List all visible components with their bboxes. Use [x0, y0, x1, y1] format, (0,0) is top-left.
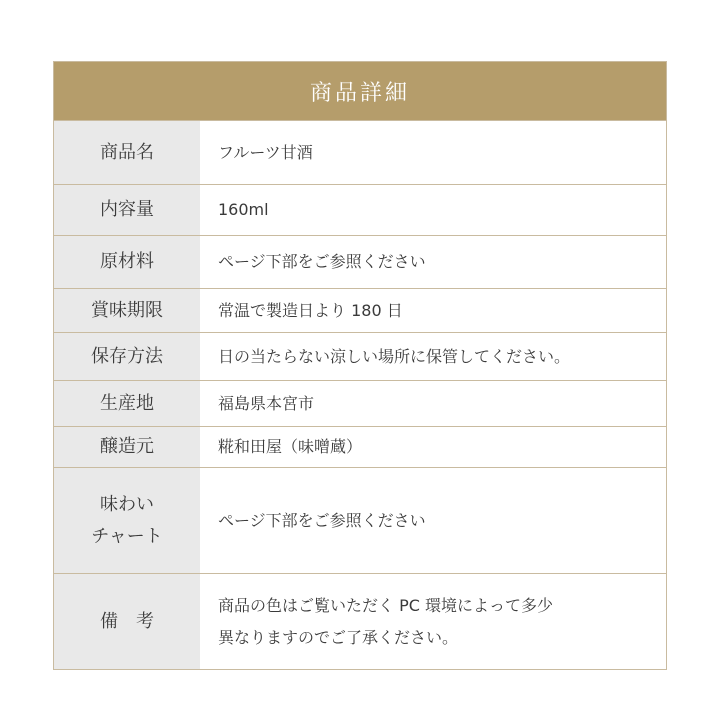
row-value	[200, 574, 666, 669]
table-row-storage	[54, 332, 666, 380]
table-row-brewery	[54, 426, 666, 467]
row-label: 保存方法	[54, 333, 200, 380]
table-row-notes	[54, 573, 666, 669]
row-label	[54, 468, 200, 573]
table-row-taste-chart	[54, 467, 666, 573]
row-label: 商品名	[54, 121, 200, 184]
row-value: フルーツ甘酒	[200, 121, 666, 184]
table-row-volume	[54, 184, 666, 235]
row-label-line: チャート	[91, 525, 163, 547]
product-details-table	[53, 61, 667, 670]
table-row-best-before	[54, 288, 666, 332]
row-label: 賞味期限	[54, 289, 200, 332]
row-value: ページ下部をご参照ください	[200, 236, 666, 288]
row-value: 日の当たらない涼しい場所に保管してください。	[200, 333, 666, 380]
row-value-line: 異なりますのでご了承ください。	[218, 627, 459, 647]
table-title: 商品詳細	[309, 80, 410, 106]
row-value: ページ下部をご参照ください	[200, 468, 666, 573]
row-label: 原材料	[54, 236, 200, 288]
row-label: 醸造元	[54, 427, 200, 467]
row-value-line: 商品の色はご覧いただく PC 環境によって多少	[218, 595, 553, 615]
row-label: 内容量	[54, 185, 200, 235]
row-value: 福島県本宮市	[200, 381, 666, 426]
row-value: 160ml	[200, 185, 666, 235]
row-label-line: 味わい	[100, 493, 154, 515]
row-value: 糀和田屋（味噌蔵）	[200, 427, 666, 467]
table-row-origin	[54, 380, 666, 426]
table-row-product-name	[54, 120, 666, 184]
row-label: 生産地	[54, 381, 200, 426]
row-value: 常温で製造日より 180 日	[200, 289, 666, 332]
table-header	[54, 62, 666, 120]
row-label: 備 考	[54, 574, 200, 669]
table-row-ingredients	[54, 235, 666, 288]
